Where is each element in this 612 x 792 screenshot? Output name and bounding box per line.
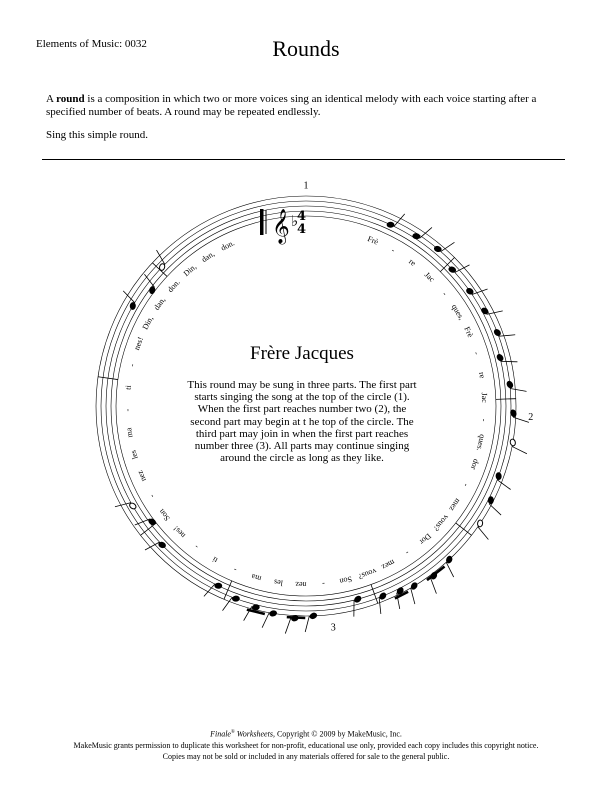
- note-stem: [478, 527, 489, 540]
- lyric-syllable: ma: [250, 571, 263, 584]
- note-stem: [285, 618, 291, 634]
- lyric-syllable: vous?: [431, 512, 451, 533]
- lyric-syllable: -: [471, 350, 482, 356]
- entry-marker: 2: [528, 412, 534, 424]
- start-thick-barline: [260, 209, 264, 235]
- note-stem: [431, 578, 437, 593]
- lyric-syllable: don.: [165, 277, 182, 295]
- lyric-syllable: -: [321, 579, 326, 589]
- lyric-syllable: dor: [468, 457, 481, 471]
- lyric-syllable: ti: [123, 384, 134, 391]
- note: [232, 596, 239, 602]
- barline: [496, 399, 516, 400]
- note-stem: [510, 388, 526, 391]
- note: [149, 286, 155, 294]
- intro-prefix: A: [46, 93, 57, 105]
- note: [252, 604, 260, 610]
- note: [506, 380, 514, 388]
- restriction-line: Copies may not be sold or included in any materials offered for sale to the general public.: [162, 751, 450, 761]
- lyric-syllable: -: [461, 482, 471, 489]
- note: [413, 233, 420, 239]
- note: [387, 222, 394, 227]
- lyric-syllable: Din,: [181, 262, 199, 279]
- lyric-syllable: re: [476, 371, 487, 379]
- lyric-syllable: mez: [447, 496, 463, 513]
- lyric-syllable: -: [232, 565, 239, 575]
- lyric-syllable: -: [192, 542, 201, 552]
- copyright-line: [0, 727, 612, 740]
- lyric-syllable: don.: [219, 238, 236, 253]
- note-stem: [262, 613, 269, 628]
- lyric-syllable: Frè: [462, 325, 475, 339]
- lyric-syllable: vous?: [357, 566, 378, 582]
- lyric-syllable: les: [273, 577, 284, 588]
- lyric-syllable: nez: [295, 579, 307, 590]
- lyric-syllable: -: [127, 362, 137, 368]
- lyric-syllable: dan,: [199, 249, 217, 265]
- time-signature-bottom: 4: [297, 222, 307, 237]
- lyric-syllable: -: [122, 408, 132, 412]
- note-stem: [489, 504, 501, 515]
- intro-definition: is a composition in which two or more voices sing an identical melody with each voice starting after a specified number of beats. A round may be repeated endlessly.: [46, 93, 537, 118]
- note: [496, 473, 502, 480]
- round-description: This round may be sung in three parts. The first part starts singing the song at the top of the circle (1). When the first part reaches number two (2), the second part may begin at t he top of the circle. The third part may join in when the first part reaches number three (3). All parts may continue singing around the circle as long as they like.: [187, 379, 417, 465]
- note-stem: [472, 289, 488, 294]
- lyric-syllable: Frè: [366, 234, 380, 247]
- registered-mark: ®: [230, 730, 235, 735]
- note-stem: [379, 598, 381, 614]
- barline: [456, 523, 472, 535]
- note: [477, 520, 483, 527]
- intro-paragraph: [46, 93, 566, 119]
- worksheet-reference: Elements of Music: 0032: [36, 38, 147, 50]
- entry-marker: 3: [330, 622, 336, 634]
- note: [215, 583, 222, 588]
- lyric-syllable: mez: [380, 557, 397, 572]
- note: [354, 595, 362, 603]
- lyric-syllable: Dor: [417, 531, 433, 547]
- copyright-text: , Copyright © 2009 by MakeMusic, Inc.: [272, 729, 402, 739]
- note: [379, 592, 387, 600]
- footer: [0, 727, 612, 762]
- clef-group: [260, 209, 306, 245]
- note-stem: [305, 616, 309, 632]
- note: [309, 612, 317, 620]
- lyric-syllable: ques,: [449, 302, 467, 322]
- note: [496, 353, 504, 361]
- instruction-text: Sing this simple round.: [46, 129, 149, 141]
- note-stem: [115, 503, 131, 507]
- lyric-syllable: Son: [157, 507, 172, 523]
- lyric-syllable: nes!: [171, 524, 188, 540]
- lyric-syllable: les: [128, 449, 140, 461]
- barline: [371, 585, 378, 604]
- lyric-syllable: re: [407, 256, 418, 268]
- permission-line: MakeMusic grants permission to duplicate this worksheet for non-profit, educational use only, provided each copy includes this copyright notice.: [73, 740, 539, 750]
- lyric-syllable: -: [403, 548, 412, 558]
- worksheets-word: Worksheets: [234, 729, 273, 739]
- note-stem: [411, 588, 415, 604]
- note: [488, 497, 493, 504]
- note-stem: [512, 446, 527, 453]
- note: [493, 328, 501, 336]
- lyric-syllable: ma: [124, 427, 135, 439]
- page-title: Rounds: [272, 36, 340, 61]
- treble-clef-icon: 𝄞: [272, 209, 290, 244]
- beam: [287, 617, 305, 618]
- note: [130, 302, 136, 309]
- note: [510, 439, 517, 447]
- note: [269, 610, 277, 617]
- lyric-syllable: -: [389, 245, 397, 255]
- note: [410, 582, 418, 590]
- lyric-syllable: nes!: [132, 335, 146, 352]
- lyric-syllable: nez: [135, 469, 148, 483]
- lyric-syllable: ti: [210, 554, 220, 565]
- lyric-syllable: -: [479, 418, 489, 422]
- note: [434, 246, 442, 253]
- round-title: Frère Jacques: [250, 343, 354, 364]
- intro-term: round: [56, 93, 85, 105]
- lyric-syllable: Jac: [479, 392, 490, 403]
- lyric-syllable: -: [440, 289, 450, 298]
- entry-marker: 1: [303, 180, 309, 192]
- lyric-syllable: Jac: [422, 270, 437, 284]
- product-name: Finale: [210, 729, 231, 739]
- lyric-syllable: dan,: [152, 295, 168, 312]
- note-stem: [144, 274, 154, 287]
- note-stem: [499, 335, 515, 336]
- lyric-syllable: ques.: [474, 433, 487, 452]
- note-stem: [446, 562, 453, 577]
- time-signature-top: 4: [297, 209, 307, 224]
- lyric-syllable: -: [147, 492, 157, 500]
- lyric-syllable: Din,: [140, 314, 156, 332]
- flat-icon: ♭: [291, 212, 299, 230]
- lyric-syllable: Son: [338, 574, 353, 586]
- section-divider: [42, 159, 565, 160]
